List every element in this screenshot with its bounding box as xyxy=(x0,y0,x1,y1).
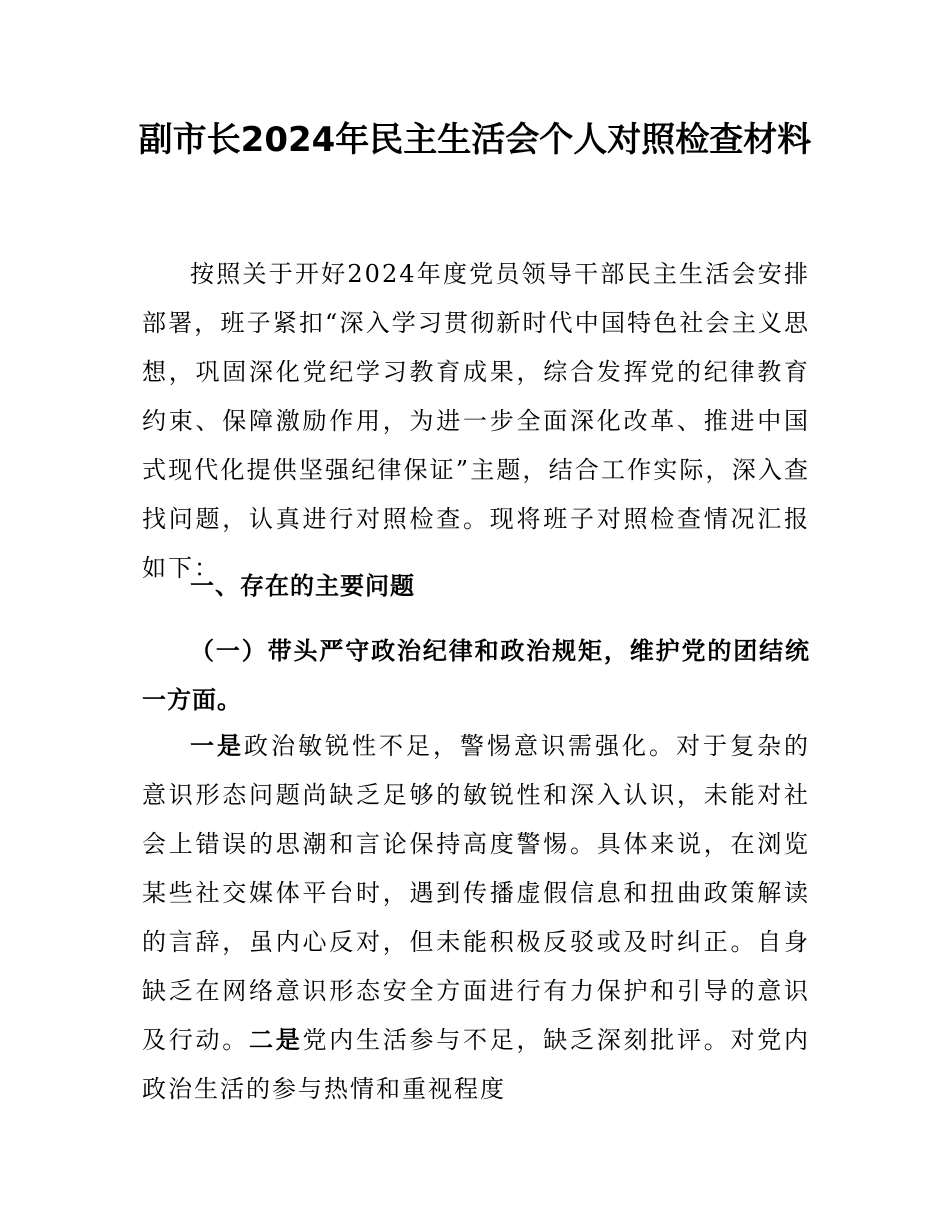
problem-paragraph xyxy=(142,722,810,1114)
subsection-heading: （一）带头严守政治纪律和政治规矩，维护党的团结统一方面。 xyxy=(142,637,810,714)
point-two-lead: 二是 xyxy=(249,1026,303,1054)
intro-paragraph: 按照关于开好2024年度党员领导干部民主生活会安排部署，班子紧扣“深入学习贯彻新时代中国特色社会主义思想，巩固深化党纪学习教育成果，综合发挥党的纪律教育约束、保障激励作用，为进一步全面深化改革、推进中国式现代化提供坚强纪律保证”主题，结合工作实际，深入查找问题，认真进行对照检查。现将班子对照检查情况汇报如下： xyxy=(142,260,810,582)
point-two-text: 党内生活参与不足，缺乏深刻批评。对党内政治生活的参与热情和重视程度 xyxy=(142,1026,810,1103)
section-heading: 一、存在的主要问题 xyxy=(190,572,415,600)
point-one-lead: 一是 xyxy=(190,732,244,760)
point-one-text: 政治敏锐性不足，警惕意识需强化。对于复杂的意识形态问题尚缺乏足够的敏锐性和深入认识，未能对社会上错误的思潮和言论保持高度警惕。具体来说，在浏览某些社交媒体平台时，遇到传播虚假信息和扭曲政策解读的言辞，虽内心反对，但未能积极反驳或及时纠正。自身缺乏在网络意识形态安全方面进行有力保护和引导的意识及行动。 xyxy=(142,732,810,1054)
document-title: 副市长2024年民主生活会个人对照检查材料 xyxy=(138,120,812,160)
